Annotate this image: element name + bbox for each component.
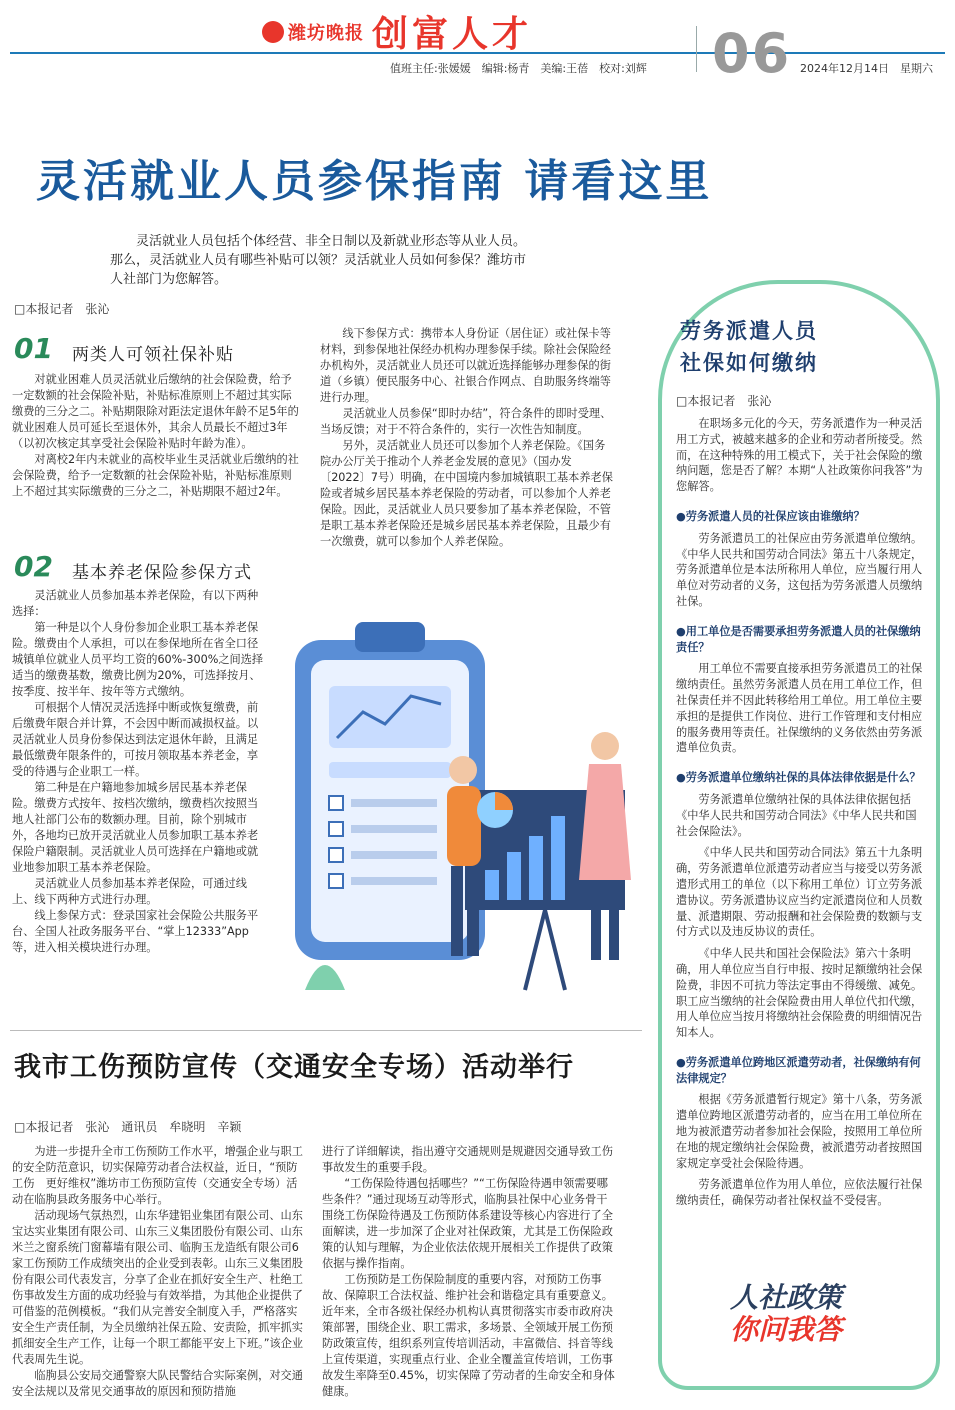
checkbox-icon bbox=[329, 848, 343, 862]
editor-credits: 值班主任:张媛媛 编辑:杨青 美编:王蓓 校对:刘辉 bbox=[390, 62, 647, 75]
sidebar-title-line: 社保如何缴纳 bbox=[680, 351, 818, 375]
paragraph: 临朐县公安局交通警察大队民警结合实际案例，对交通安全法规以及常见交通事故的原因和预防措施 bbox=[12, 1369, 303, 1398]
paragraph: 进行了详细解读，指出遵守交通规则是规避因交通导致工伤事故发生的重要手段。 bbox=[322, 1145, 613, 1174]
stand-leg bbox=[525, 910, 545, 990]
column-slogan bbox=[730, 1282, 842, 1346]
paragraph: 灵活就业人员参加基本养老保险，可通过线上、线下两种方式进行办理。 bbox=[12, 877, 247, 906]
woman-leg bbox=[591, 880, 601, 960]
list-line bbox=[351, 825, 437, 833]
paragraph: 线上参保方式：登录国家社会保险公共服务平台、全国人社政务服务平台、“掌上12333”App等，进入相关模块进行办理。 bbox=[12, 909, 259, 954]
stand-leg bbox=[545, 910, 565, 990]
woman-leg bbox=[609, 880, 619, 960]
article-column-1 bbox=[12, 1144, 308, 1400]
man-leg bbox=[467, 866, 479, 956]
checkbox-icon bbox=[329, 796, 343, 810]
section-body bbox=[12, 588, 267, 956]
paragraph: 对就业困难人员灵活就业后缴纳的社会保险费，给予一定数额的社会保险补贴，补贴标准原则上不超过其实际缴费的三分之二。补贴期限除对距法定退休年龄不足5年的就业困难人员可延长至退休外，其余人员最长不超过3年（以初次核定其享受社会保险补贴时年龄为准）。 bbox=[12, 373, 299, 450]
paragraph: 活动现场气氛热烈，山东华建铝业集团有限公司、山东宝达实业集团有限公司、山东三义集团股份有限公司、山东米兰之窗系统门窗幕墙有限公司、临朐玉龙造纸有限公司6家工伤预防工作成绩突出的企业受到表彰。山东三义集团股份有限公司代表发言，分享了企业在抓好安全生产、杜绝工伤事故发生方面的成功经验与有效举措，为其他企业提供了可借鉴的范例模板。“我们从完善安全制度入手，严格落实安全生产责任制，为全员缴纳社保五险、安责险，抓牢抓实抓细安全生产工作，让每一个职工都能平安上下班。”该企业代表周先生说。 bbox=[12, 1209, 304, 1366]
paragraph: 为进一步提升全市工伤预防工作水平，增强企业与职工的安全防范意识，切实保障劳动者合法权益，近日，“预防工伤 更好维权”潍坊市工伤预防宣传（交通安全专场）活动在临朐县政务服务中心举行。 bbox=[12, 1145, 303, 1206]
slogan-line: 人社政策 bbox=[730, 1281, 843, 1314]
list-line bbox=[351, 851, 437, 859]
answer: 劳务派遣单位缴纳社保的具体法律依据包括《中华人民共和国劳动合同法》《中华人民共和国社会保险法》。 bbox=[676, 792, 917, 838]
clipboard-clip bbox=[355, 622, 425, 652]
list-line bbox=[351, 799, 437, 807]
paragraph: “工伤保险待遇包括哪些？”“工伤保险待遇申领需要哪些条件？”通过现场互动等形式，临朐县社保中心业务骨干围绕工伤保险待遇及工伤预防体系建设等核心内容进行了全面解读，进一步加深了企业对社保政策，尤其是工伤保险政策的认知与理解，为企业依法依规开展相关工作提供了政策依据与操作指南。 bbox=[322, 1177, 613, 1270]
slogan-line: 你问我答 bbox=[730, 1313, 843, 1346]
answer: 《中华人民共和国劳动合同法》第五十九条明确，劳务派遣单位派遣劳动者应当与接受以劳务派遣形式用工的单位（以下称用工单位）订立劳务派遣协议。劳务派遣协议应当约定派遣岗位和人员数量、派遣期限、劳动报酬和社会保险费的数额与支付方式以及违反协议的责任。 bbox=[676, 846, 923, 939]
article-byline: □本报记者 张沁 bbox=[14, 302, 110, 316]
paragraph: 线下参保方式：携带本人身份证（居住证）或社保卡等材料，到参保地社保经办机构办理参保手续。除社会保险经办机构外，灵活就业人员还可以就近选择能够办理参保的街道（乡镇）便民服务中心、社银合作网点、自助服务终端等进行办理。 bbox=[320, 327, 611, 404]
article-title: 灵活就业人员参保指南 请看这里 bbox=[36, 156, 713, 207]
woman-body bbox=[579, 764, 631, 880]
paragraph: 灵活就业人员参保“即时办结”，符合条件的即时受理、当场反馈；对于不符合条件的，实行一次性告知制度。 bbox=[320, 407, 612, 436]
bar-graphic bbox=[529, 836, 543, 900]
bar-graphic bbox=[507, 852, 521, 900]
paper-name: 潍坊晚报 bbox=[288, 22, 364, 44]
illustration bbox=[285, 600, 645, 1000]
question: ●劳务派遣人员的社保应该由谁缴纳？ bbox=[676, 509, 865, 523]
sidebar-byline: □本报记者 张沁 bbox=[676, 394, 772, 408]
paragraph: 第二种是在户籍地参加城乡居民基本养老保险。缴费方式按年、按档次缴纳，缴费档次按照当地人社部门公布的数额办理。目前，除个别城市外，各地均已放开灵活就业人员参加职工基本养老保险户籍限制。灵活就业人员可选择在户籍地或就业地参加职工基本养老保险。 bbox=[12, 781, 259, 874]
answer: 劳务派遣单位作为用人单位，应依法履行社保缴纳责任，确保劳动者社保权益不受侵害。 bbox=[676, 1178, 923, 1208]
paragraph: 对离校2年内未就业的高校毕业生灵活就业后缴纳的社会保险费，给予一定数额的社会保险补贴，补贴标准原则上不超过其实际缴费的三分之二，补贴期限不超过2年。 bbox=[12, 453, 299, 498]
paragraph: 可根据个人情况灵活选择中断或恢复缴费，前后缴费年限合并计算，不会因中断而减损权益。以灵活就业人员身份参保达到法定退休年龄，且满足最低缴费年限条件的，可按月领取基本养老金，享受的待遇与企业职工一样。 bbox=[12, 701, 259, 778]
question: ●用工单位是否需要承担劳务派遣人员的社保缴纳责任？ bbox=[676, 624, 921, 654]
paragraph: 灵活就业人员参加基本养老保险，有以下两种选择： bbox=[12, 589, 259, 618]
man-body bbox=[447, 786, 481, 866]
checkbox-icon bbox=[329, 874, 343, 888]
form-field bbox=[329, 762, 451, 778]
issue-date: 2024年12月14日 星期六 bbox=[800, 62, 933, 75]
masthead bbox=[262, 6, 532, 57]
list-line bbox=[351, 877, 437, 885]
bar-graphic bbox=[551, 816, 565, 900]
column-name: 创富人才 bbox=[372, 13, 533, 55]
woman-head bbox=[591, 732, 619, 760]
paragraph: 在职场多元化的今天，劳务派遣作为一种灵活用工方式，被越来越多的企业和劳动者所接受。然而，在这种特殊的用工模式下，关于社会保险的缴纳问题，您是否了解？本期“人社政策你问我答”为您解答。 bbox=[676, 417, 923, 494]
article-title: 我市工伤预防宣传（交通安全专场）活动举行 bbox=[14, 1052, 574, 1083]
answer: 《中华人民共和国社会保险法》第六十条明确，用人单位应当自行申报、按时足额缴纳社会保险费，非因不可抗力等法定事由不得缓缴、减免。职工应当缴纳的社会保险费由用人单位代扣代缴，用人单位应当按月将缴纳社会保险费的明细情况告知本人。 bbox=[676, 947, 923, 1040]
sidebar-title-line: 劳务派遣人员 bbox=[680, 319, 818, 343]
article-intro: 灵活就业人员包括个体经营、非全日制以及新就业形态等从业人员。那么，灵活就业人员有哪些补贴可以领？灵活就业人员如何参保？潍坊市人社部门为您解答。 bbox=[110, 234, 527, 287]
paragraph: 第一种是以个人身份参加企业职工基本养老保险。缴费由个人承担，可以在参保地所在省全口径城镇单位就业人员平均工资的60%-300%之间选择适当的缴费基数，缴费比例为20%，可选择按月、按季度、按半年、按年等方式缴纳。 bbox=[12, 621, 264, 698]
paragraph: 工伤预防是工伤保险制度的重要内容，对预防工伤事故、保障职工合法权益、维护社会和谐稳定具有重要意义。近年来，全市各级社保经办机构认真贯彻落实市委市政府决策部署，围绕企业、职工需求，多场景、全领域开展工伤预防政策宣传，组织系列宣传培训活动，丰富微信、抖音等线上宣传渠道，实现重点行业、企业全覆盖宣传培训，工伤事故发生率降至0.45%，切实保障了劳动者的生命安全和身体健康。 bbox=[322, 1273, 615, 1398]
section-body bbox=[12, 372, 302, 500]
checkbox-icon bbox=[329, 822, 343, 836]
section-title: 两类人可领社保补贴 bbox=[72, 345, 234, 365]
header-divider bbox=[696, 26, 697, 72]
question: ●劳务派遣单位缴纳社保的具体法律依据是什么？ bbox=[676, 771, 921, 785]
answer: 根据《劳务派遣暂行规定》第十八条，劳务派遣单位跨地区派遣劳动者的，应当在用工单位所在地为被派遣劳动者参加社会保险，按照用工单位所在地的规定缴纳社会保险费，被派遣劳动者按照国家规定享受社会保险待遇。 bbox=[676, 1093, 923, 1170]
sidebar-body bbox=[676, 416, 926, 1215]
article-byline: □本报记者 张沁 通讯员 牟晓明 辛颖 bbox=[14, 1120, 242, 1134]
sidebar-title bbox=[680, 315, 818, 379]
man-leg bbox=[451, 866, 463, 956]
page-number: 06 bbox=[712, 22, 792, 85]
plant-icon bbox=[305, 965, 345, 990]
answer: 劳务派遣员工的社保应由劳务派遣单位缴纳。《中华人民共和国劳动合同法》第五十八条规定，劳务派遣单位是本法所称用人单位，应当履行用人单位对劳动者的义务，这包括为劳务派遣人员缴纳社保。 bbox=[676, 531, 923, 608]
man-head bbox=[449, 756, 477, 784]
answer: 用工单位不需要直接承担劳务派遣员工的社保缴纳责任。虽然劳务派遣人员在用工单位工作，但社保责任并不因此转移给用工单位。用工单位主要承担的是提供工作岗位、进行工作管理和支付相应的服务费用等责任。社保缴纳的义务依然由劳务派遣单位负责。 bbox=[676, 662, 923, 755]
bar-graphic bbox=[485, 870, 499, 900]
article-column-2 bbox=[322, 1144, 616, 1400]
section-title: 基本养老保险参保方式 bbox=[72, 563, 252, 583]
question: ●劳务派遣单位跨地区派遣劳动者，社保缴纳有何法律规定？ bbox=[676, 1055, 921, 1085]
paragraph: 另外，灵活就业人员还可以参加个人养老保险。《国务院办公厅关于推动个人养老金发展的意见》（国办发〔2022〕7号）明确，在中国境内参加城镇职工基本养老保险或者城乡居民基本养老保险的劳动者，可以参加个人养老保险。因此，灵活就业人员只要参加了基本养老保险，不管是职工基本养老保险还是城乡居民基本养老保险，且最少有一次缴费，就可以参加个人养老保险。 bbox=[320, 439, 613, 548]
article-divider bbox=[10, 1030, 642, 1031]
article-column-2 bbox=[320, 326, 614, 550]
section-number: 01 bbox=[14, 332, 53, 365]
newspaper-logo-icon bbox=[262, 21, 284, 43]
section-number: 02 bbox=[14, 550, 53, 583]
